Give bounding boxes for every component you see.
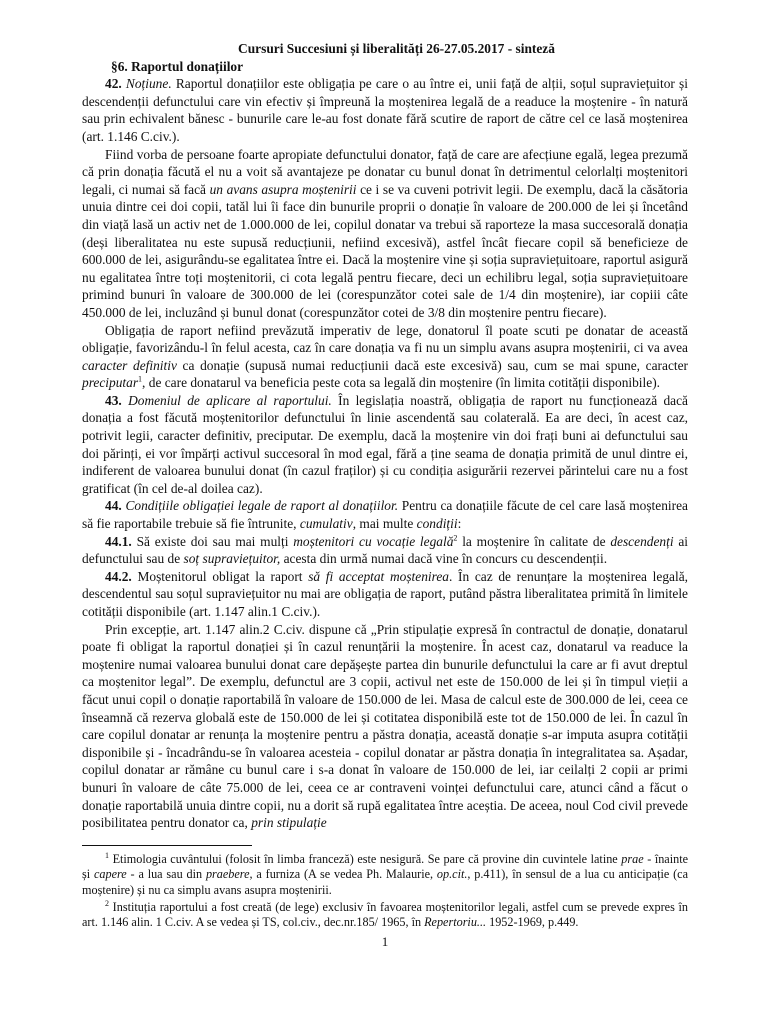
section-heading: §6. Raportul donațiilor (111, 58, 244, 74)
document-title: Cursuri Succesiuni și liberalități 26-27.05.2017 - sinteză (238, 41, 555, 56)
footnote-1 (82, 852, 688, 898)
paragraph-number: 44.1. (105, 533, 132, 549)
footnote-ref-2[interactable]: 2 (453, 533, 458, 543)
italic-text: capere (93, 867, 127, 882)
paragraph-text: În legislația noastră, obligația de raport nu funcționează dacă donația a fost făcută moștenitorilor defunctului în linie ascendentă sau colaterală. Ea are deci, în acest caz, potrivit legii, caracter definitiv, preciputar. De exemplu, dacă la moștenire vin doi frați buni ai defunctului sau doi părinți, ei vor împărți activul succesoral în mod egal, fără a ține seama de donația primită de unul dintre ei, indiferent de valoarea bunului donat (în cazul fraților) și cu condiția asigurării rezervei părintelui care nu a fost gratificat (în cel de-al doilea caz). (82, 392, 688, 496)
paragraph-text: Raportul donațiilor este obligația pe care o au între ei, unii față de alții, soțul supraviețuitor și descendenții defunctului care vin efectiv și împreună la moștenirea legală de a readuce la moștenire - în natură sau prin echivalent bănesc - bunurile care le-au fost donate fără scutire de raport de către cel ce lasă moștenirea (art. 1.146 C.civ.). (82, 76, 688, 144)
paragraph-text: Prin excepție, art. 1.147 alin.2 C.civ. dispune că „Prin stipulație expresă în contractul de donație, donatarul poate fi obligat la raportul donației și în cazul renunțării la moștenire. În acest caz, donatarul va readuce la moștenire numai valoarea bunului donat care depășește partea din bunurile defunctului la care ar fi avut dreptul ca moștenitor legal”. De exemplu, defunctul are 3 copii, activul net este de 150.000 de lei și în timpul vieții a făcut unui copil o donație raportabilă în valoare de 150.000 de lei. Masa de calcul este de 300.000 de lei, ceea ce înseamnă că rezerva globală este de 150.000 de lei și cotitatea disponibilă este tot de 150.000 de lei. În cazul în care copilul donatar ar renunța la moștenire pentru a păstra donația, această donație s-ar imputa asupra cotității disponibile și - încadrându-se în valoarea acesteia - copilul donatar ar păstra donația în integralitatea sa. Așadar, copilul donatar ar rămâne cu bunul care i s-a donat în valoare de 150.000 de lei, iar ceilalți 2 copii ar primi bunuri în valoare de câte 75.000 de lei, ceea ce ar contraveni voinței defunctului care, atunci când a făcut o donație raportabilă unuia dintre copii, nu a dorit să rupă egalitatea între aceștia. De aceea, noul Cod civil prevede posibilitatea pentru donator ca, (82, 621, 688, 831)
footnote-separator (82, 845, 252, 846)
footnote-text: a furniza (A se vedea Ph. Malaurie, (252, 867, 437, 882)
paragraph-number: 42. (105, 76, 122, 92)
paragraph-fiind-vorba (82, 146, 688, 322)
italic-text: moștenitori cu vocație legală (293, 533, 454, 549)
italic-text: condiții (416, 516, 458, 532)
footnote-number: 1 (105, 850, 109, 860)
paragraph-text: ai defunctului sau de (82, 533, 689, 567)
footnote-text: Etimologia cuvântului (folosit în limba franceză) este nesigură. Se pare că provine din cuvintele latine (109, 851, 622, 866)
paragraph-text: ca donație (supusă numai reducțiunii dacă este excesivă) sau, cum se mai spune, caracter (176, 357, 689, 373)
paragraph-44 (82, 497, 688, 532)
italic-text: prae (621, 851, 644, 866)
italic-text: Repertoriu... (424, 915, 487, 930)
paragraph-obligatia-de-raport (82, 322, 688, 392)
paragraph-text: ce i se va cuveni potrivit legii. De exemplu, dacă la căsătoria unuia dintre cei doi copii, tatăl lui îi face din bunurile proprii o donație în valoare de 200.000 de lei și încetând din viață lasă un activ net de 1.000.000 de lei, copilul donatar va trebui să raporteze la masa succesorală donația (deși liberalitatea nu este supusă reducțiunii, nefiind excesivă), astfel încât fiecare copil să beneficieze de 600.000 de lei, asigurându-se egalitatea între ei. Dacă la moștenire vine și soția supraviețuitoare, raportul asigură nu egalitatea între toți moștenitorii, ci cota legală pentru fiecare, deci un echilibru legal, soția supraviețuitoare primind bunuri în valoare de 300.000 de lei (corespunzător cotei sale de 1/4 din moștenire), iar copiii câte 450.000 de lei, incluzând și bunul donat (corespunzător cotei de 3/8 din moștenire pentru fiecare). (82, 181, 689, 320)
footnote-text: , p.411), în sensul de a lua cu anticipație (ca moștenire) și nu ca simplu avans asupra moștenirii. (82, 867, 688, 897)
paragraph-42 (82, 75, 688, 145)
paragraph-43 (82, 392, 688, 498)
paragraph-text: , de care donatarul va beneficia peste cota sa legală din moștenire (în limita cotității disponibile). (142, 375, 660, 391)
italic-text: prin stipulație (251, 815, 327, 831)
paragraph-text: Fiind vorba de persoane foarte apropiate defunctului donator, față de care are afecțiune egală, legea prezumă că prin donația făcută el nu a voit să avantajeze pe donatar cu bunul donat în detrimentul celorlalți moștenitori legali, ci numai să facă (82, 146, 688, 197)
italic-text: caracter definitiv (82, 357, 177, 373)
paragraph-44-1 (82, 533, 688, 568)
paragraph-text: la moștenire în calitate de (457, 533, 611, 549)
footnote-text: - a lua sau din (126, 867, 206, 882)
italic-text: preciputar (82, 375, 139, 391)
paragraph-text: , mai multe (352, 516, 417, 532)
paragraph-text: : (457, 516, 462, 532)
italic-text: soț supraviețuitor, (183, 551, 281, 567)
footnote-text: - înainte și (82, 851, 688, 882)
italic-text: descendenți (610, 533, 674, 549)
paragraph-text: Pentru ca donațiile făcute de cel care lasă moștenirea să fie raportabile trebuie să fie întrunite, (82, 498, 688, 532)
paragraph-heading: Condițiile obligației legale de raport al donațiilor. (125, 498, 399, 514)
paragraph-text: . În caz de renunțare la moștenirea legală, descendentul sau soțul supraviețuitor nu mai are obligația de raport, putând păstra liberalitatea primită în limitele cotității disponibile (art. 1.147 alin.1 C.civ.). (82, 568, 688, 619)
italic-text: să fi acceptat moștenirea (308, 568, 449, 584)
paragraph-heading: Noțiune. (125, 76, 172, 92)
footnote-number: 2 (105, 898, 109, 908)
paragraph-number: 44. (105, 498, 122, 514)
paragraph-text: Obligația de raport nefiind prevăzută imperativ de lege, donatorul îl poate scuti pe donatar de această obligație, favorizându-l în felul acesta, caz în care donația va fi nu un simplu avans asupra moștenirii, ci va avea (82, 322, 688, 356)
italic-text: un avans asupra moștenirii (209, 181, 357, 197)
paragraph-number: 43. (105, 392, 122, 408)
footnote-2 (82, 900, 688, 931)
footnote-text: Instituția raportului a fost creată (de lege) exclusiv în favoarea moștenitorilor legali, astfel cum se prevede expres în art. 1.146 alin. 1 C.civ. A se vedea și TS, col.civ., dec.nr.185/ 1965, în (82, 899, 688, 930)
paragraph-number: 44.2. (105, 568, 132, 584)
paragraph-heading: Domeniul de aplicare al raportului. (128, 392, 332, 408)
document-page (82, 40, 688, 1018)
italic-text: praebere, (205, 867, 253, 882)
paragraph-text: acesta din urmă numai dacă vine în concurs cu descendenții. (280, 551, 608, 567)
paragraph-text: Să existe doi sau mai mulți (131, 533, 294, 549)
page-number: 1 (381, 933, 389, 949)
paragraph-44-2 (82, 568, 688, 621)
footnote-ref-1[interactable]: 1 (138, 374, 143, 384)
footnote-text: 1952-1969, p.449. (486, 915, 579, 930)
italic-text: op.cit. (436, 867, 468, 882)
italic-text: cumulativ (299, 516, 353, 532)
paragraph-text: Moștenitorul obligat la raport (131, 568, 309, 584)
paragraph-prin-exceptie (82, 621, 688, 832)
